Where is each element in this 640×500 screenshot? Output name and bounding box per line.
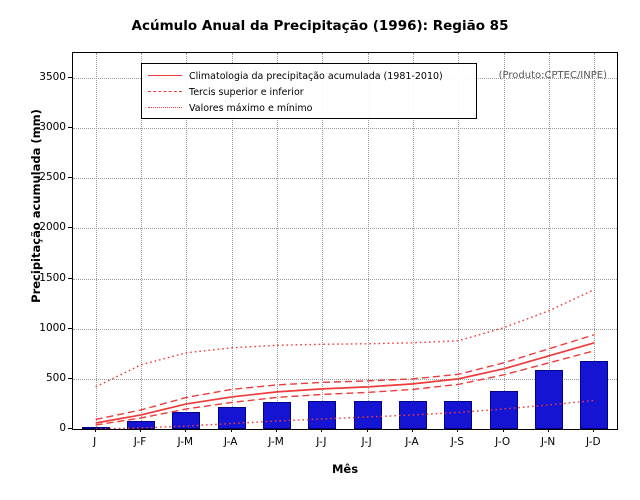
legend-item [148,84,470,100]
producer-annotation: (Produto:CPTEC/INPE) [498,70,607,81]
x-tick-label: J-M [268,436,284,448]
x-tick-label: J-N [540,436,556,448]
y-tick-label: 500 [45,371,66,384]
gridline-horizontal [73,429,617,430]
x-tick-label: J-D [586,436,601,448]
plot-area [72,52,618,430]
legend-item [148,68,470,84]
y-tick-label: 2000 [39,221,66,234]
y-tick-label: 0 [59,422,66,434]
legend-label: Tercis superior e inferior [189,86,304,98]
x-tick-label: J-M [177,436,194,448]
chart-legend [141,63,477,119]
series-line [96,290,595,387]
legend-line-solid-icon [148,70,182,82]
legend-line-dotted-icon [148,102,182,114]
y-tick-label: 1000 [39,321,66,334]
legend-label: Climatologia da precipitação acumulada (1981-2010) [189,70,443,82]
y-tick-label: 2500 [39,171,66,184]
x-tick-label: J-A [405,436,419,448]
y-tick-label: 1500 [39,271,66,284]
x-axis-label: Mês [331,462,359,476]
y-tick-label: 3500 [39,71,66,84]
x-tick-label: J-J [316,436,327,448]
x-tick-label: J-A [223,436,238,448]
x-tick-label: J-J [361,436,372,448]
y-tick-label: 3000 [39,121,66,134]
y-axis-label: Precipitação acumulada (mm) [29,109,43,303]
x-tick-label: J-S [450,436,464,448]
series-line [96,400,595,429]
x-tick-label: J-F [133,436,147,448]
series-line [96,335,595,420]
x-tick-label: J [93,436,97,448]
chart-title: Acúmulo Anual da Precipitação (1996): Região 85 [131,18,509,34]
legend-line-dashed-icon [148,86,182,98]
legend-item [148,100,470,116]
series-line [96,343,595,423]
legend-label: Valores máximo e mínimo [189,102,313,114]
x-tick-label: J-O [495,436,511,448]
